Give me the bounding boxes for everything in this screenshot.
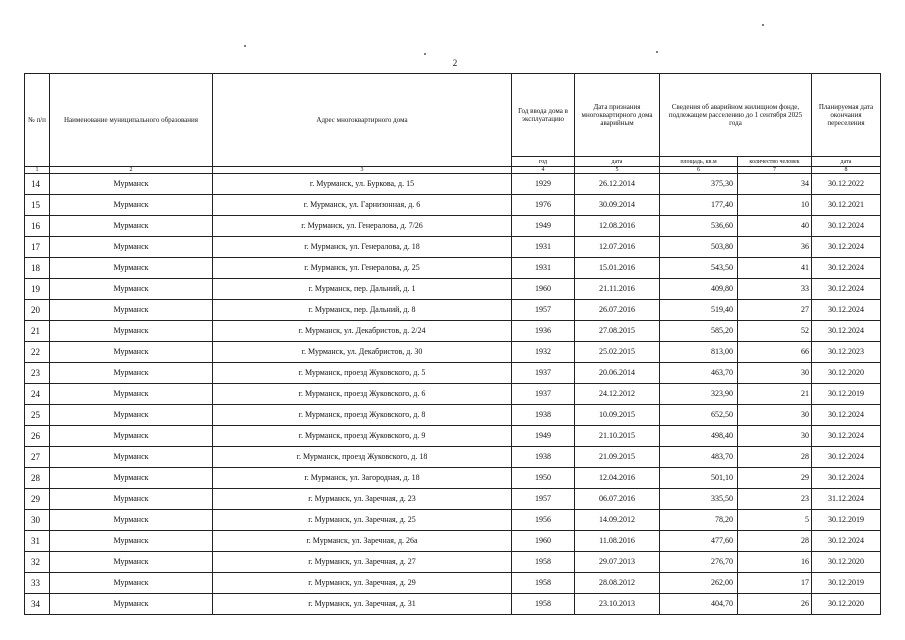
row-number: 32	[25, 552, 50, 573]
municipality-cell: Мурманск	[50, 279, 213, 300]
people-count-cell: 27	[738, 300, 812, 321]
year-cell: 1931	[512, 237, 575, 258]
year-cell: 1937	[512, 363, 575, 384]
municipality-cell: Мурманск	[50, 237, 213, 258]
people-count-cell: 30	[738, 426, 812, 447]
row-number: 24	[25, 384, 50, 405]
row-number: 20	[25, 300, 50, 321]
scan-speck	[656, 51, 658, 53]
row-number: 15	[25, 195, 50, 216]
row-number: 27	[25, 447, 50, 468]
end-date-cell: 31.12.2024	[812, 489, 881, 510]
table-row	[25, 510, 881, 531]
recognition-date-cell: 15.01.2016	[575, 258, 660, 279]
end-date-cell: 30.12.2024	[812, 258, 881, 279]
table-row	[25, 258, 881, 279]
recognition-date-cell: 25.02.2015	[575, 342, 660, 363]
row-number: 25	[25, 405, 50, 426]
row-number: 31	[25, 531, 50, 552]
municipality-cell: Мурманск	[50, 216, 213, 237]
people-count-cell: 34	[738, 174, 812, 195]
people-count-cell: 10	[738, 195, 812, 216]
end-date-cell: 30.12.2023	[812, 342, 881, 363]
year-cell: 1957	[512, 489, 575, 510]
people-count-cell: 28	[738, 447, 812, 468]
year-cell: 1929	[512, 174, 575, 195]
address-cell: г. Мурманск, ул. Загородная, д. 18	[213, 468, 512, 489]
end-date-cell: 30.12.2024	[812, 279, 881, 300]
people-count-cell: 36	[738, 237, 812, 258]
address-cell: г. Мурманск, ул. Заречная, д. 26а	[213, 531, 512, 552]
address-cell: г. Мурманск, ул. Гарнизонная, д. 6	[213, 195, 512, 216]
end-date-cell: 30.12.2019	[812, 510, 881, 531]
people-count-cell: 5	[738, 510, 812, 531]
recognition-date-cell: 10.09.2015	[575, 405, 660, 426]
table-row	[25, 426, 881, 447]
municipality-cell: Мурманск	[50, 321, 213, 342]
header-municipality: Наименование муниципального образования	[50, 74, 213, 167]
column-number: 4	[512, 167, 575, 174]
header-address: Адрес многоквартирного дома	[213, 74, 512, 167]
table-row	[25, 195, 881, 216]
municipality-cell: Мурманск	[50, 363, 213, 384]
people-count-cell: 66	[738, 342, 812, 363]
municipality-cell: Мурманск	[50, 300, 213, 321]
address-cell: г. Мурманск, проезд Жуковского, д. 5	[213, 363, 512, 384]
people-count-cell: 30	[738, 363, 812, 384]
recognition-date-cell: 21.10.2015	[575, 426, 660, 447]
end-date-cell: 30.12.2024	[812, 321, 881, 342]
table-row	[25, 216, 881, 237]
year-cell: 1937	[512, 384, 575, 405]
municipality-cell: Мурманск	[50, 573, 213, 594]
municipality-cell: Мурманск	[50, 195, 213, 216]
end-date-cell: 30.12.2024	[812, 300, 881, 321]
end-date-cell: 30.12.2024	[812, 216, 881, 237]
address-cell: г. Мурманск, ул. Генералова, д. 7/26	[213, 216, 512, 237]
address-cell: г. Мурманск, проезд Жуковского, д. 6	[213, 384, 512, 405]
row-number: 19	[25, 279, 50, 300]
end-date-cell: 30.12.2022	[812, 174, 881, 195]
column-number: 8	[812, 167, 881, 174]
row-number: 28	[25, 468, 50, 489]
municipality-cell: Мурманск	[50, 426, 213, 447]
scan-speck	[762, 24, 764, 26]
year-cell: 1958	[512, 594, 575, 615]
table-row	[25, 384, 881, 405]
area-cell: 463,70	[660, 363, 738, 384]
header-housing-info: Сведения об аварийном жилищном фонде, подлежащем расселению до 1 сентября 2025 года	[660, 74, 812, 157]
recognition-date-cell: 12.07.2016	[575, 237, 660, 258]
recognition-date-cell: 20.06.2014	[575, 363, 660, 384]
header-year: Год ввода дома в эксплуатацию	[512, 74, 575, 157]
area-cell: 501,10	[660, 468, 738, 489]
recognition-date-cell: 21.09.2015	[575, 447, 660, 468]
people-count-cell: 26	[738, 594, 812, 615]
area-cell: 262,00	[660, 573, 738, 594]
year-cell: 1956	[512, 510, 575, 531]
area-cell: 543,50	[660, 258, 738, 279]
end-date-cell: 30.12.2019	[812, 384, 881, 405]
recognition-date-cell: 21.11.2016	[575, 279, 660, 300]
municipality-cell: Мурманск	[50, 468, 213, 489]
row-number: 30	[25, 510, 50, 531]
end-date-cell: 30.12.2020	[812, 594, 881, 615]
column-number: 2	[50, 167, 213, 174]
address-cell: г. Мурманск, пер. Дальний, д. 8	[213, 300, 512, 321]
recognition-date-cell: 27.08.2015	[575, 321, 660, 342]
area-cell: 409,80	[660, 279, 738, 300]
year-cell: 1976	[512, 195, 575, 216]
table-row	[25, 594, 881, 615]
municipality-cell: Мурманск	[50, 510, 213, 531]
people-count-cell: 23	[738, 489, 812, 510]
year-cell: 1931	[512, 258, 575, 279]
column-number: 6	[660, 167, 738, 174]
address-cell: г. Мурманск, ул. Буркова, д. 15	[213, 174, 512, 195]
row-number: 16	[25, 216, 50, 237]
row-number: 34	[25, 594, 50, 615]
year-cell: 1950	[512, 468, 575, 489]
end-date-cell: 30.12.2021	[812, 195, 881, 216]
year-cell: 1949	[512, 216, 575, 237]
end-date-cell: 30.12.2019	[812, 573, 881, 594]
recognition-date-cell: 30.09.2014	[575, 195, 660, 216]
table-row	[25, 363, 881, 384]
end-date-cell: 30.12.2020	[812, 363, 881, 384]
row-number: 17	[25, 237, 50, 258]
recognition-date-cell: 28.08.2012	[575, 573, 660, 594]
row-number: 23	[25, 363, 50, 384]
row-number: 22	[25, 342, 50, 363]
row-number: 29	[25, 489, 50, 510]
table-row	[25, 237, 881, 258]
year-cell: 1960	[512, 531, 575, 552]
recognition-date-cell: 11.08.2016	[575, 531, 660, 552]
column-number: 5	[575, 167, 660, 174]
address-cell: г. Мурманск, ул. Заречная, д. 27	[213, 552, 512, 573]
municipality-cell: Мурманск	[50, 552, 213, 573]
recognition-date-cell: 29.07.2013	[575, 552, 660, 573]
end-date-cell: 30.12.2020	[812, 552, 881, 573]
end-date-cell: 30.12.2024	[812, 426, 881, 447]
emergency-housing-table	[24, 73, 881, 615]
end-date-cell: 30.12.2024	[812, 468, 881, 489]
row-number: 18	[25, 258, 50, 279]
people-count-cell: 41	[738, 258, 812, 279]
people-count-cell: 17	[738, 573, 812, 594]
area-cell: 323,90	[660, 384, 738, 405]
address-cell: г. Мурманск, ул. Заречная, д. 29	[213, 573, 512, 594]
municipality-cell: Мурманск	[50, 594, 213, 615]
year-cell: 1932	[512, 342, 575, 363]
address-cell: г. Мурманск, проезд Жуковского, д. 8	[213, 405, 512, 426]
address-cell: г. Мурманск, ул. Декабристов, д. 30	[213, 342, 512, 363]
municipality-cell: Мурманск	[50, 174, 213, 195]
column-number: 1	[25, 167, 50, 174]
subheader-year: год	[512, 157, 575, 167]
area-cell: 404,70	[660, 594, 738, 615]
address-cell: г. Мурманск, проезд Жуковского, д. 9	[213, 426, 512, 447]
area-cell: 519,40	[660, 300, 738, 321]
year-cell: 1936	[512, 321, 575, 342]
people-count-cell: 16	[738, 552, 812, 573]
municipality-cell: Мурманск	[50, 489, 213, 510]
area-cell: 477,60	[660, 531, 738, 552]
address-cell: г. Мурманск, проезд Жуковского, д. 18	[213, 447, 512, 468]
area-cell: 652,50	[660, 405, 738, 426]
row-number: 26	[25, 426, 50, 447]
area-cell: 177,40	[660, 195, 738, 216]
recognition-date-cell: 12.04.2016	[575, 468, 660, 489]
header-row	[25, 74, 881, 157]
table-row	[25, 342, 881, 363]
header-end-date: Планируемая дата окончания переселения	[812, 74, 881, 157]
address-cell: г. Мурманск, ул. Генералова, д. 18	[213, 237, 512, 258]
table-row	[25, 300, 881, 321]
people-count-cell: 30	[738, 405, 812, 426]
address-cell: г. Мурманск, пер. Дальний, д. 1	[213, 279, 512, 300]
area-cell: 335,50	[660, 489, 738, 510]
municipality-cell: Мурманск	[50, 258, 213, 279]
recognition-date-cell: 26.12.2014	[575, 174, 660, 195]
table-row	[25, 405, 881, 426]
column-number: 3	[213, 167, 512, 174]
table-row	[25, 174, 881, 195]
header-recognition-date: Дата признания многоквартирного дома аварийным	[575, 74, 660, 157]
address-cell: г. Мурманск, ул. Генералова, д. 25	[213, 258, 512, 279]
year-cell: 1957	[512, 300, 575, 321]
table-row	[25, 447, 881, 468]
table-row	[25, 552, 881, 573]
table-row	[25, 531, 881, 552]
recognition-date-cell: 12.08.2016	[575, 216, 660, 237]
end-date-cell: 30.12.2024	[812, 447, 881, 468]
area-cell: 498,40	[660, 426, 738, 447]
column-number: 7	[738, 167, 812, 174]
subheader-people: количество человек	[738, 157, 812, 167]
area-cell: 276,70	[660, 552, 738, 573]
year-cell: 1938	[512, 405, 575, 426]
end-date-cell: 30.12.2024	[812, 531, 881, 552]
people-count-cell: 21	[738, 384, 812, 405]
year-cell: 1938	[512, 447, 575, 468]
area-cell: 483,70	[660, 447, 738, 468]
end-date-cell: 30.12.2024	[812, 405, 881, 426]
people-count-cell: 52	[738, 321, 812, 342]
address-cell: г. Мурманск, ул. Заречная, д. 25	[213, 510, 512, 531]
municipality-cell: Мурманск	[50, 342, 213, 363]
people-count-cell: 29	[738, 468, 812, 489]
people-count-cell: 28	[738, 531, 812, 552]
address-cell: г. Мурманск, ул. Декабристов, д. 2/24	[213, 321, 512, 342]
recognition-date-cell: 14.09.2012	[575, 510, 660, 531]
municipality-cell: Мурманск	[50, 384, 213, 405]
address-cell: г. Мурманск, ул. Заречная, д. 31	[213, 594, 512, 615]
year-cell: 1949	[512, 426, 575, 447]
recognition-date-cell: 24.12.2012	[575, 384, 660, 405]
page-number: 2	[452, 58, 458, 68]
row-number: 33	[25, 573, 50, 594]
scan-speck	[424, 53, 426, 55]
municipality-cell: Мурманск	[50, 405, 213, 426]
area-cell: 78,20	[660, 510, 738, 531]
people-count-cell: 33	[738, 279, 812, 300]
area-cell: 375,30	[660, 174, 738, 195]
recognition-date-cell: 06.07.2016	[575, 489, 660, 510]
recognition-date-cell: 23.10.2013	[575, 594, 660, 615]
end-date-cell: 30.12.2024	[812, 237, 881, 258]
header-number: № п/п	[25, 74, 50, 167]
subheader-date: дата	[575, 157, 660, 167]
subheader-end-date: дата	[812, 157, 881, 167]
area-cell: 503,80	[660, 237, 738, 258]
subheader-area: площадь, кв.м	[660, 157, 738, 167]
address-cell: г. Мурманск, ул. Заречная, д. 23	[213, 489, 512, 510]
municipality-cell: Мурманск	[50, 447, 213, 468]
table-row	[25, 489, 881, 510]
row-number: 14	[25, 174, 50, 195]
table-body	[25, 74, 881, 615]
area-cell: 813,00	[660, 342, 738, 363]
year-cell: 1960	[512, 279, 575, 300]
table-row	[25, 573, 881, 594]
area-cell: 585,20	[660, 321, 738, 342]
scan-speck	[244, 45, 246, 47]
table-row	[25, 279, 881, 300]
area-cell: 536,60	[660, 216, 738, 237]
table-row	[25, 321, 881, 342]
people-count-cell: 40	[738, 216, 812, 237]
municipality-cell: Мурманск	[50, 531, 213, 552]
table-row	[25, 468, 881, 489]
column-numbers-row	[25, 167, 881, 174]
year-cell: 1958	[512, 552, 575, 573]
row-number: 21	[25, 321, 50, 342]
recognition-date-cell: 26.07.2016	[575, 300, 660, 321]
year-cell: 1958	[512, 573, 575, 594]
